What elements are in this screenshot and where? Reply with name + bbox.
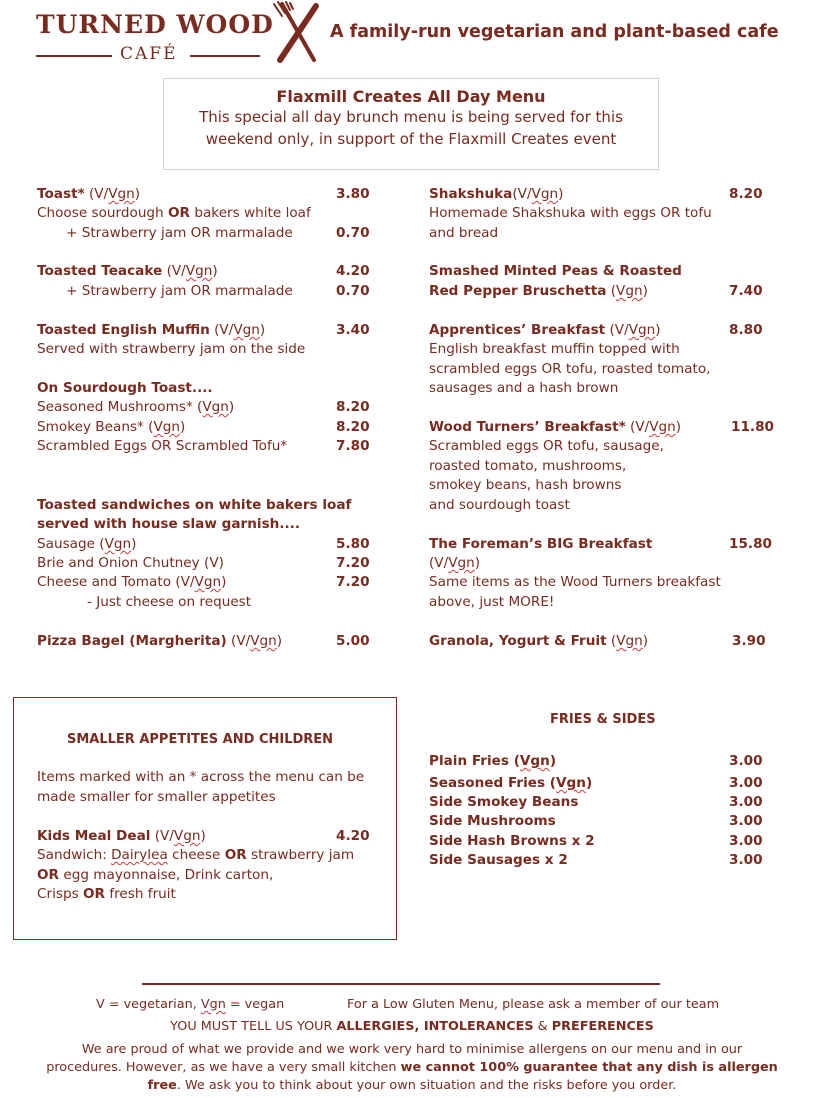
side-item: Plain Fries (Vgn) <box>429 753 557 769</box>
kids-deal-line-3: Crisps OR fresh fruit <box>37 886 176 902</box>
price-bruschetta: 7.40 <box>729 283 763 299</box>
tagline: A family-run vegetarian and plant-based cafe <box>330 22 779 42</box>
side-item: Side Sausages x 2 <box>429 852 568 868</box>
price-shakshuka: 8.20 <box>729 186 763 202</box>
price-mushrooms: 8.20 <box>336 399 370 415</box>
menu-item-smokey-beans: Smokey Beans* (Vgn) <box>37 419 186 435</box>
menu-item-bruschetta-2: Red Pepper Bruschetta (Vgn) <box>429 283 648 299</box>
price-teacake: 4.20 <box>336 263 370 279</box>
menu-item-granola: Granola, Yogurt & Fruit (Vgn) <box>429 633 649 649</box>
kids-note-2: made smaller for smaller appetites <box>37 789 276 805</box>
low-gluten-note: For a Low Gluten Menu, please ask a member of our team <box>347 997 720 1012</box>
logo-title: TURNED WOOD <box>36 10 274 39</box>
special-line-1: This special all day brunch menu is being served for this <box>199 108 623 126</box>
wood-turners-desc-3: smokey beans, hash browns <box>429 477 622 493</box>
wood-turners-desc-2: roasted tomato, mushrooms, <box>429 458 627 474</box>
menu-item-apprentices: Apprentices’ Breakfast (V/Vgn) <box>429 322 661 338</box>
menu-item-shakshuka: Shakshuka(V/Vgn) <box>429 186 564 202</box>
menu-item-foreman: The Foreman’s BIG Breakfast <box>429 536 653 552</box>
menu-item-bruschetta-1: Smashed Minted Peas & Roasted <box>429 263 682 279</box>
shakshuka-desc-2: and bread <box>429 225 499 241</box>
diet-legend: V = vegetarian, Vgn = vegan <box>96 997 285 1012</box>
side-item: Side Smokey Beans <box>429 794 579 810</box>
cheese-note: - Just cheese on request <box>87 594 252 610</box>
kids-deal-line-2: OR egg mayonnaise, Drink carton, <box>37 867 274 883</box>
side-item: Seasoned Fries (Vgn) <box>429 775 593 791</box>
price-wood-turners: 11.80 <box>731 419 774 435</box>
apprentices-desc-3: sausages and a hash brown <box>429 380 619 396</box>
foreman-diet: (V/Vgn) <box>429 555 481 571</box>
price-pizza-bagel: 5.00 <box>336 633 370 649</box>
muffin-description: Served with strawberry jam on the side <box>37 341 306 357</box>
special-title: Flaxmill Creates All Day Menu <box>276 87 546 106</box>
sides-heading: FRIES & SIDES <box>550 712 656 727</box>
side-price: 3.00 <box>729 775 763 791</box>
menu-item-mushrooms: Seasoned Mushrooms* (Vgn) <box>37 399 235 415</box>
wood-turners-desc-4: and sourdough toast <box>429 497 570 513</box>
menu-item-sausage: Sausage (Vgn) <box>37 536 137 552</box>
kids-meal-deal: Kids Meal Deal (V/Vgn) <box>37 828 206 844</box>
apprentices-desc-2: scrambled eggs OR tofu, roasted tomato, <box>429 361 711 377</box>
allergy-notice: YOU MUST TELL US YOUR ALLERGIES, INTOLERANCES & PREFERENCES <box>170 1019 654 1034</box>
side-price: 3.00 <box>729 833 763 849</box>
allergen-paragraph-3: free. We ask you to think about your own situation and the risks before you order. <box>147 1078 677 1093</box>
toast-addon: + Strawberry jam OR marmalade <box>66 225 293 241</box>
price-muffin: 3.40 <box>336 322 370 338</box>
foreman-desc-1: Same items as the Wood Turners breakfast <box>429 574 721 590</box>
foreman-desc-2: above, just MORE! <box>429 594 555 610</box>
kids-deal-line-1: Sandwich: Dairylea cheese OR strawberry jam <box>37 847 355 863</box>
price-cheese-tomato: 7.20 <box>336 574 370 590</box>
price-toast-addon: 0.70 <box>336 225 370 241</box>
price-kids-meal-deal: 4.20 <box>336 828 370 844</box>
section-heading-sourdough: On Sourdough Toast.... <box>37 380 213 396</box>
logo-divider-right <box>190 55 260 57</box>
logo-divider-left <box>36 55 112 57</box>
price-scrambled: 7.80 <box>336 438 370 454</box>
shakshuka-desc-1: Homemade Shakshuka with eggs OR tofu <box>429 205 712 221</box>
menu-item-pizza-bagel: Pizza Bagel (Margherita) (V/Vgn) <box>37 633 283 649</box>
price-smokey-beans: 8.20 <box>336 419 370 435</box>
side-price: 3.00 <box>729 813 763 829</box>
section-heading-sandwiches-1: Toasted sandwiches on white bakers loaf <box>37 497 352 513</box>
side-price: 3.00 <box>729 852 763 868</box>
price-teacake-addon: 0.70 <box>336 283 370 299</box>
footer-divider <box>142 983 660 985</box>
special-notice-box <box>163 78 659 170</box>
fork-knife-cross-icon <box>268 0 326 66</box>
teacake-addon: + Strawberry jam OR marmalade <box>66 283 293 299</box>
menu-item-teacake: Toasted Teacake (V/Vgn) <box>37 263 218 279</box>
price-sausage: 5.80 <box>336 536 370 552</box>
apprentices-desc-1: English breakfast muffin topped with <box>429 341 680 357</box>
price-foreman: 15.80 <box>729 536 772 552</box>
menu-item-scrambled: Scrambled Eggs OR Scrambled Tofu* <box>37 438 288 454</box>
side-item: Side Hash Browns x 2 <box>429 833 595 849</box>
special-line-2: weekend only, in support of the Flaxmill Creates event <box>205 130 617 148</box>
allergen-paragraph-1: We are proud of what we provide and we work very hard to minimise allergens on our menu and in our <box>81 1042 743 1057</box>
wood-turners-desc-1: Scrambled eggs OR tofu, sausage, <box>429 438 664 454</box>
menu-item-brie: Brie and Onion Chutney (V) <box>37 555 224 571</box>
menu-item-wood-turners: Wood Turners’ Breakfast* (V/Vgn) <box>429 419 682 435</box>
logo-subtitle: CAFÉ <box>120 44 178 64</box>
kids-note-1: Items marked with an * across the menu can be <box>37 769 365 785</box>
price-apprentices: 8.80 <box>729 322 763 338</box>
side-item: Side Mushrooms <box>429 813 556 829</box>
side-price: 3.00 <box>729 794 763 810</box>
kids-heading: SMALLER APPETITES AND CHILDREN <box>67 732 334 747</box>
menu-item-toast: Toast* (V/Vgn) <box>37 186 141 202</box>
menu-item-cheese-tomato: Cheese and Tomato (V/Vgn) <box>37 574 227 590</box>
price-granola: 3.90 <box>732 633 766 649</box>
toast-description: Choose sourdough OR bakers white loaf <box>37 205 311 221</box>
price-toast: 3.80 <box>336 186 370 202</box>
side-price: 3.00 <box>729 753 763 769</box>
allergen-paragraph-2: procedures. However, as we have a very small kitchen we cannot 100% guarantee that any dish is allergen <box>46 1060 778 1075</box>
menu-item-muffin: Toasted English Muffin (V/Vgn) <box>37 322 266 338</box>
price-brie: 7.20 <box>336 555 370 571</box>
section-heading-sandwiches-2: served with house slaw garnish.... <box>37 516 301 532</box>
